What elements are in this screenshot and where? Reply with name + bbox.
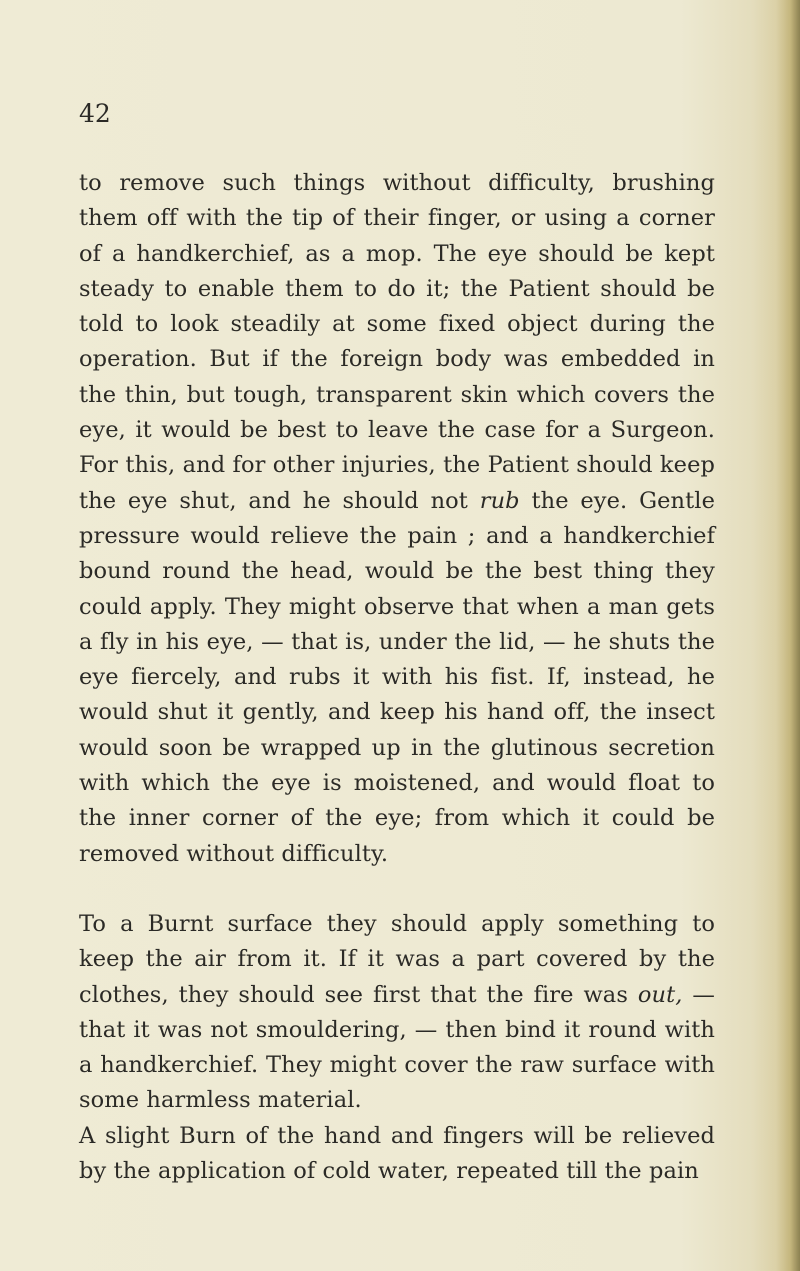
- paragraph-slight-burn: [79, 1119, 715, 1190]
- paragraph-text: A slight Burn of the hand and fingers will be relieved by the application of cold water, repeated till the pain: [79, 1122, 715, 1185]
- emphasis-text: rub: [479, 487, 520, 514]
- page-edge-shadow: [776, 0, 800, 1271]
- paragraph-text: the eye. Gentle pressure would relieve the pain ; and a handkerchief bound round the head, would be the best thing they could apply. They might observe that when a man gets a fly in his eye, — that is, under the lid, — he shuts the eye fiercely, and rubs it with his fist. If, instead, he would shut it gently, and keep his hand off, the insect would soon be wrapped up in the glutinous secretion with which the eye is moistened, and would float to the inner corner of the eye; from which it could be removed without difficulty.: [79, 487, 715, 867]
- paragraph-foreign-body: [79, 166, 715, 872]
- paragraph-burnt-surface: [79, 907, 715, 1119]
- paragraph-text: To a Burnt surface they should apply something to keep the air from it. If it was a part covered by the clothes, they should see first that the fire was: [79, 910, 715, 1008]
- paragraph-text: to remove such things without difficulty, brushing them off with the tip of their finger, or using a corner of a handkerchief, as a mop. The eye should be kept steady to enable them to do it; the Patient should be told to look steadily at some fixed object during the operation. But if the foreign body was embedded in the thin, but tough, transparent skin which covers the eye, it would be best to leave the case for a Surgeon. For this, and for other injuries, the Patient should keep the eye shut, and he should not: [79, 170, 715, 514]
- page-body-text: [79, 166, 715, 1189]
- emphasis-text: out,: [637, 981, 683, 1008]
- paragraph-text: — that it was not smouldering, — then bind it round with a handkerchief. They might cover the raw surface with some harmless material.: [79, 981, 715, 1114]
- paragraph-gap: [79, 872, 715, 907]
- page-number: 42: [79, 99, 111, 128]
